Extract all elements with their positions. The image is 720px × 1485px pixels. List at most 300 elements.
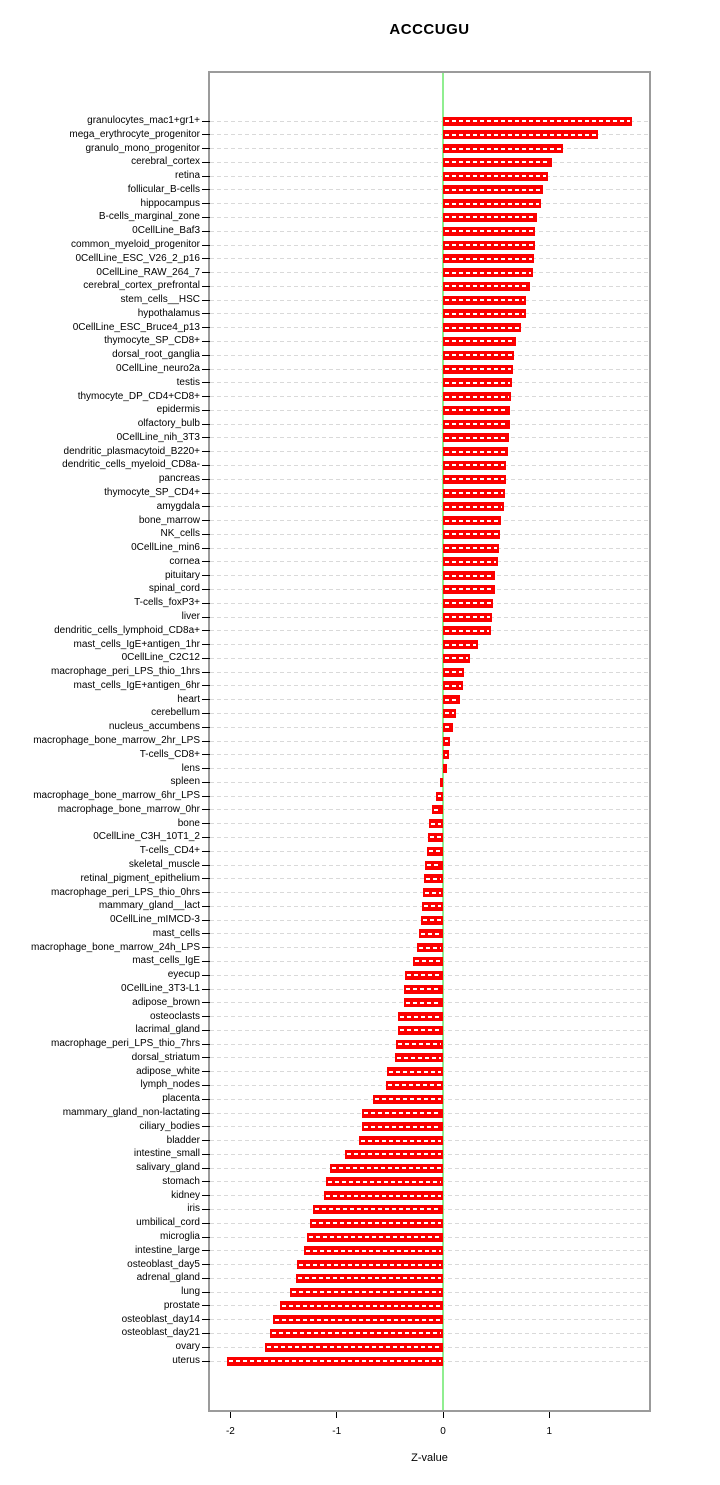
y-axis-tick: [202, 947, 210, 948]
y-axis-tick: [202, 658, 210, 659]
y-axis-category-label: microglia: [159, 1231, 200, 1242]
x-axis-tick-label: 0: [440, 1426, 446, 1437]
bar-thymocyte_SP_CD8+: [443, 337, 516, 346]
bar-dash-pattern: [445, 575, 493, 577]
bar-uterus: [227, 1357, 443, 1366]
y-axis-category-label: bone: [177, 817, 200, 829]
bar-macrophage_bone_marrow_0hr: [432, 805, 443, 814]
bar-dash-pattern: [445, 451, 506, 453]
bar-salivary_gland: [330, 1164, 443, 1173]
bar-dash-pattern: [423, 919, 441, 921]
bar-dorsal_root_ganglia: [443, 351, 514, 360]
bar-lacrimal_gland: [398, 1026, 443, 1035]
gridline: [210, 286, 649, 287]
gridline: [210, 548, 649, 549]
bar-mast_cells_IgE: [413, 957, 443, 966]
y-axis-category-label: 0CellLine_neuro2a: [116, 363, 200, 374]
y-axis-category-label: retinal_pigment_epithelium: [80, 872, 200, 884]
bar-dash-pattern: [445, 382, 510, 384]
x-axis-label: Z-value: [411, 1452, 448, 1464]
y-axis-category-label: retina: [174, 170, 200, 182]
gridline: [210, 768, 649, 769]
y-axis-tick: [202, 933, 210, 934]
y-axis-tick: [202, 920, 210, 921]
bar-dash-pattern: [445, 561, 496, 563]
bar-dash-pattern: [445, 396, 509, 398]
bar-dash-pattern: [445, 409, 508, 411]
bar-dash-pattern: [292, 1291, 441, 1293]
y-axis-category-label: ciliary_bodies: [139, 1120, 200, 1132]
y-axis-tick: [202, 1250, 210, 1251]
y-axis-tick: [202, 1126, 210, 1127]
bar-dash-pattern: [361, 1140, 441, 1142]
y-axis-category-label: T-cells_CD4+: [139, 845, 200, 857]
gridline: [210, 479, 649, 480]
bar-dash-pattern: [445, 203, 539, 205]
y-axis-tick: [202, 1140, 210, 1141]
bar-retina: [443, 172, 548, 181]
bar-bone: [429, 819, 443, 828]
bar-lens: [443, 764, 447, 773]
y-axis-tick: [202, 589, 210, 590]
y-axis-category-label: 0CellLine_Baf3: [132, 225, 200, 237]
y-axis-category-label: intestine_small: [133, 1148, 200, 1160]
bar-dash-pattern: [445, 616, 490, 618]
y-axis-category-label: umbilical_cord: [136, 1217, 200, 1229]
y-axis-category-label: 0CellLine_ESC_V26_2_p16: [75, 252, 200, 264]
y-axis-tick: [202, 162, 210, 163]
bar-dash-pattern: [445, 644, 476, 646]
bar-dorsal_striatum: [395, 1053, 443, 1062]
y-axis-tick: [202, 1099, 210, 1100]
bar-lung: [290, 1288, 443, 1297]
y-axis-category-label: cerebral_cortex_prefrontal: [83, 280, 200, 292]
y-axis-tick: [202, 313, 210, 314]
bar-ciliary_bodies: [362, 1122, 443, 1131]
y-axis-tick: [202, 837, 210, 838]
bar-dendritic_cells_lymphoid_CD8a+: [443, 626, 491, 635]
y-axis-category-label: thymocyte_SP_CD4+: [104, 487, 200, 498]
bar-spinal_cord: [443, 585, 495, 594]
bar-dash-pattern: [424, 905, 441, 907]
bar-adrenal_gland: [296, 1274, 443, 1283]
y-axis-tick: [202, 258, 210, 259]
y-axis-category-label: macrophage_bone_marrow_2hr_LPS: [33, 735, 200, 746]
y-axis-category-label: uterus: [172, 1355, 200, 1366]
y-axis-category-label: mast_cells_IgE: [132, 955, 200, 967]
gridline: [210, 699, 649, 700]
y-axis-category-label: heart: [177, 693, 200, 705]
y-axis-category-label: stem_cells__HSC: [120, 294, 200, 306]
bar-dash-pattern: [397, 1057, 441, 1059]
bar-dash-pattern: [445, 340, 514, 342]
y-axis-tick: [202, 396, 210, 397]
y-axis-category-label: pituitary: [164, 569, 200, 581]
gridline: [210, 713, 649, 714]
gridline: [210, 809, 649, 810]
y-axis-tick: [202, 796, 210, 797]
y-axis-tick: [202, 410, 210, 411]
y-axis-tick: [202, 1030, 210, 1031]
y-axis-category-label: adipose_brown: [132, 996, 200, 1008]
bar-osteoblast_day21: [270, 1329, 443, 1338]
y-axis-category-label: testis: [176, 376, 200, 388]
gridline: [210, 313, 649, 314]
bar-dash-pattern: [282, 1305, 441, 1307]
x-axis-tick-label: -2: [225, 1426, 235, 1437]
y-axis-category-label: kidney: [171, 1189, 200, 1201]
y-axis-category-label: T-cells_CD8+: [139, 748, 200, 760]
bar-cerebral_cortex_prefrontal: [443, 282, 530, 291]
y-axis-tick: [202, 1319, 210, 1320]
y-axis-tick: [202, 1278, 210, 1279]
y-axis-tick: [202, 892, 210, 893]
bar-mast_cells_IgE+antigen_6hr: [443, 681, 463, 690]
y-axis-category-label: macrophage_peri_LPS_thio_1hrs: [51, 666, 200, 678]
y-axis-tick: [202, 176, 210, 177]
y-axis-category-label: T-cells_foxP3+: [134, 597, 200, 609]
y-axis-tick: [202, 327, 210, 328]
bar-0CellLine_ESC_Bruce4_p13: [443, 323, 521, 332]
y-axis-category-label: cerebellum: [151, 707, 200, 719]
y-axis-tick: [202, 1195, 210, 1196]
bar-dash-pattern: [445, 657, 468, 659]
gridline: [210, 189, 649, 190]
y-axis-category-label: bone_marrow: [138, 514, 200, 526]
bar-dash-pattern: [406, 988, 441, 990]
bar-0CellLine_C2C12: [443, 654, 470, 663]
bar-dash-pattern: [445, 726, 451, 728]
y-axis-tick: [202, 1113, 210, 1114]
y-axis-tick: [202, 741, 210, 742]
bar-umbilical_cord: [310, 1219, 443, 1228]
bar-dash-pattern: [445, 368, 511, 370]
bar-placenta: [373, 1095, 443, 1104]
y-axis-tick: [202, 823, 210, 824]
y-axis-category-label: mammary_gland_non-lactating: [62, 1107, 200, 1118]
bar-dash-pattern: [431, 823, 441, 825]
bar-dash-pattern: [445, 354, 512, 356]
bar-nucleus_accumbens: [443, 723, 453, 732]
bar-dash-pattern: [421, 933, 441, 935]
bar-dash-pattern: [445, 313, 524, 315]
y-axis-category-label: mega_erythrocyte_progenitor: [69, 128, 200, 140]
bar-dash-pattern: [426, 878, 441, 880]
bar-0CellLine_Baf3: [443, 227, 535, 236]
y-axis-tick: [202, 217, 210, 218]
gridline: [210, 727, 649, 728]
y-axis-category-label: olfactory_bulb: [137, 418, 200, 430]
y-axis-category-label: osteoblast_day21: [121, 1327, 200, 1339]
gridline: [210, 617, 649, 618]
bar-dash-pattern: [398, 1043, 441, 1045]
bar-0CellLine_nih_3T3: [443, 433, 509, 442]
y-axis-category-label: eyecup: [167, 969, 200, 981]
y-axis-category-label: amygdala: [156, 500, 200, 512]
bar-dash-pattern: [229, 1360, 441, 1362]
bar-olfactory_bulb: [443, 420, 510, 429]
y-axis-tick: [202, 906, 210, 907]
gridline: [210, 162, 649, 163]
y-axis-category-label: lens: [181, 762, 200, 774]
gridline: [210, 231, 649, 232]
bar-dash-pattern: [326, 1195, 441, 1197]
y-axis-category-label: follicular_B-cells: [127, 183, 200, 195]
gridline: [210, 782, 649, 783]
y-axis-category-label: 0CellLine_ESC_Bruce4_p13: [72, 321, 200, 333]
y-axis-category-label: dorsal_striatum: [131, 1051, 200, 1063]
bar-dash-pattern: [445, 189, 541, 191]
bar-dash-pattern: [445, 520, 499, 522]
bar-mammary_gland__lact: [422, 902, 443, 911]
bar-T-cells_foxP3+: [443, 599, 493, 608]
gridline: [210, 603, 649, 604]
bar-0CellLine_C3H_10T1_2: [428, 833, 443, 842]
y-axis-category-label: nucleus_accumbens: [108, 721, 200, 733]
y-axis-category-label: lacrimal_gland: [135, 1024, 200, 1036]
y-axis-tick: [202, 203, 210, 204]
y-axis-tick: [202, 975, 210, 976]
gridline: [210, 300, 649, 301]
gridline: [210, 437, 649, 438]
bar-dash-pattern: [298, 1277, 441, 1279]
bar-lymph_nodes: [386, 1081, 443, 1090]
y-axis-tick: [202, 465, 210, 466]
plot-area: [210, 73, 649, 1410]
bar-dash-pattern: [445, 547, 497, 549]
gridline: [210, 506, 649, 507]
gridline: [210, 369, 649, 370]
x-axis-tick: [336, 1412, 337, 1418]
x-axis-tick-label: 1: [546, 1426, 553, 1437]
gridline: [210, 465, 649, 466]
y-axis-category-label: macrophage_bone_marrow_6hr_LPS: [33, 790, 200, 802]
bar-dash-pattern: [445, 216, 535, 218]
y-axis-category-label: spleen: [170, 776, 200, 788]
y-axis-tick: [202, 989, 210, 990]
y-axis-tick: [202, 1361, 210, 1362]
y-axis-category-label: bladder: [166, 1134, 200, 1146]
y-axis-category-label: dendritic_cells_lymphoid_CD8a+: [54, 624, 200, 636]
y-axis-category-label: common_myeloid_progenitor: [71, 239, 200, 250]
y-axis-tick: [202, 121, 210, 122]
y-axis-tick: [202, 878, 210, 879]
y-axis-tick: [202, 699, 210, 700]
y-axis-tick: [202, 727, 210, 728]
bar-0CellLine_mIMCD-3: [421, 916, 443, 925]
y-axis-category-label: thymocyte_DP_CD4+CD8+: [77, 390, 200, 402]
y-axis-tick: [202, 520, 210, 521]
gridline: [210, 589, 649, 590]
y-axis-tick: [202, 424, 210, 425]
bar-0CellLine_ESC_V26_2_p16: [443, 254, 534, 263]
y-axis-category-label: thymocyte_SP_CD8+: [104, 335, 200, 347]
y-axis-tick: [202, 1181, 210, 1182]
gridline: [210, 672, 649, 673]
gridline: [210, 534, 649, 535]
bar-dash-pattern: [430, 836, 441, 838]
y-axis-category-label: 0CellLine_C2C12: [121, 652, 200, 664]
y-axis-tick: [202, 1085, 210, 1086]
bar-dash-pattern: [445, 740, 448, 742]
bar-dash-pattern: [445, 285, 528, 287]
bar-0CellLine_RAW_264_7: [443, 268, 533, 277]
y-axis-tick: [202, 479, 210, 480]
bar-T-cells_CD8+: [443, 750, 449, 759]
y-axis-category-label: dendritic_cells_myeloid_CD8a-: [62, 459, 200, 471]
bar-dash-pattern: [445, 712, 454, 714]
bar-dash-pattern: [445, 685, 461, 687]
y-axis-tick: [202, 865, 210, 866]
bar-dash-pattern: [445, 258, 532, 260]
gridline: [210, 217, 649, 218]
gridline: [210, 644, 649, 645]
bar-dash-pattern: [445, 272, 531, 274]
y-axis-category-label: prostate: [163, 1299, 200, 1311]
bar-adipose_white: [387, 1067, 443, 1076]
y-axis-category-label: NK_cells: [160, 528, 200, 540]
gridline: [210, 575, 649, 576]
y-axis-category-label: 0CellLine_RAW_264_7: [96, 266, 200, 278]
gridline: [210, 561, 649, 562]
bar-dash-pattern: [299, 1264, 441, 1266]
bar-dash-pattern: [388, 1084, 441, 1086]
gridline: [210, 493, 649, 494]
bar-dash-pattern: [427, 864, 441, 866]
bar-dash-pattern: [445, 120, 630, 122]
bar-thymocyte_SP_CD4+: [443, 489, 505, 498]
y-axis-tick: [202, 851, 210, 852]
gridline: [210, 520, 649, 521]
bar-cornea: [443, 557, 498, 566]
y-axis-tick: [202, 1305, 210, 1306]
y-axis-category-label: hippocampus: [140, 197, 200, 209]
y-axis-tick: [202, 713, 210, 714]
bar-dash-pattern: [312, 1222, 441, 1224]
bar-dash-pattern: [425, 892, 441, 894]
bar-dash-pattern: [415, 960, 441, 962]
y-axis-category-label: 0CellLine_C3H_10T1_2: [93, 831, 200, 843]
bar-dash-pattern: [445, 671, 462, 673]
bar-dash-pattern: [332, 1167, 441, 1169]
gridline: [210, 685, 649, 686]
chart-title: ACCCUGU: [389, 21, 470, 38]
y-axis-tick: [202, 617, 210, 618]
bar-prostate: [280, 1301, 443, 1310]
bar-kidney: [324, 1191, 443, 1200]
y-axis-tick: [202, 672, 210, 673]
y-axis-category-label: 0CellLine_nih_3T3: [116, 431, 200, 443]
y-axis-tick: [202, 1016, 210, 1017]
y-axis-tick: [202, 451, 210, 452]
bar-dash-pattern: [445, 148, 561, 150]
bar-T-cells_CD4+: [427, 847, 443, 856]
y-axis-tick: [202, 644, 210, 645]
bar-dash-pattern: [445, 754, 447, 756]
y-axis-tick: [202, 575, 210, 576]
gridline: [210, 396, 649, 397]
bar-macrophage_bone_marrow_6hr_LPS: [436, 792, 443, 801]
bar-macrophage_bone_marrow_2hr_LPS: [443, 737, 450, 746]
bar-mast_cells_IgE+antigen_1hr: [443, 640, 478, 649]
gridline: [210, 382, 649, 383]
bar-bone_marrow: [443, 516, 501, 525]
y-axis-category-label: 0CellLine_mIMCD-3: [109, 914, 200, 926]
y-axis-category-label: adrenal_gland: [136, 1272, 200, 1284]
gridline: [210, 630, 649, 631]
y-axis-category-label: lung: [181, 1286, 200, 1298]
y-axis-tick: [202, 754, 210, 755]
y-axis-category-label: hypothalamus: [137, 307, 200, 319]
bar-dash-pattern: [445, 423, 508, 425]
bar-dash-pattern: [309, 1236, 441, 1238]
bar-0CellLine_min6: [443, 544, 499, 553]
y-axis-tick: [202, 245, 210, 246]
bar-bladder: [359, 1136, 443, 1145]
y-axis-tick: [202, 148, 210, 149]
gridline: [210, 203, 649, 204]
bar-dash-pattern: [364, 1112, 441, 1114]
bar-dash-pattern: [306, 1250, 441, 1252]
bar-dash-pattern: [445, 492, 503, 494]
bar-dash-pattern: [445, 134, 596, 136]
y-axis-tick: [202, 1347, 210, 1348]
y-axis-category-label: mast_cells: [152, 927, 200, 939]
bar-intestine_small: [345, 1150, 443, 1159]
y-axis-category-label: macrophage_peri_LPS_thio_0hrs: [51, 886, 200, 898]
bar-stem_cells__HSC: [443, 296, 526, 305]
bar-mega_erythrocyte_progenitor: [443, 130, 598, 139]
y-axis-category-label: cerebral_cortex: [131, 156, 200, 168]
y-axis-category-label: stomach: [162, 1175, 200, 1187]
y-axis-category-label: adipose_white: [136, 1065, 200, 1077]
bar-osteoblast_day14: [273, 1315, 443, 1324]
y-axis-tick: [202, 300, 210, 301]
y-axis-tick: [202, 437, 210, 438]
y-axis-category-label: granulo_mono_progenitor: [85, 142, 200, 154]
bar-osteoblast_day5: [297, 1260, 443, 1269]
bar-dash-pattern: [445, 327, 519, 329]
bar-dash-pattern: [272, 1332, 441, 1334]
bar-dendritic_cells_myeloid_CD8a-: [443, 461, 506, 470]
y-axis-category-label: granulocytes_mac1+gr1+: [87, 115, 200, 126]
bar-cerebral_cortex: [443, 158, 552, 167]
bar-dash-pattern: [445, 588, 493, 590]
y-axis-category-label: dendritic_plasmacytoid_B220+: [63, 445, 200, 457]
y-axis-tick: [202, 768, 210, 769]
y-axis-tick: [202, 685, 210, 686]
bar-dash-pattern: [375, 1098, 441, 1100]
y-axis-category-label: intestine_large: [134, 1244, 200, 1256]
y-axis-tick: [202, 493, 210, 494]
bar-osteoclasts: [398, 1012, 443, 1021]
y-axis-tick: [202, 1002, 210, 1003]
bar-macrophage_peri_LPS_thio_0hrs: [423, 888, 443, 897]
gridline: [210, 341, 649, 342]
bar-microglia: [307, 1233, 443, 1242]
bar-dash-pattern: [275, 1319, 441, 1321]
gridline: [210, 796, 649, 797]
y-axis-category-label: dorsal_root_ganglia: [112, 349, 200, 361]
y-axis-tick: [202, 782, 210, 783]
y-axis-tick: [202, 1292, 210, 1293]
gridline: [210, 245, 649, 246]
bar-granulo_mono_progenitor: [443, 144, 563, 153]
bar-dash-pattern: [347, 1153, 441, 1155]
x-axis-tick: [443, 1412, 444, 1418]
bar-dendritic_plasmacytoid_B220+: [443, 447, 508, 456]
y-axis-category-label: cornea: [169, 555, 200, 567]
